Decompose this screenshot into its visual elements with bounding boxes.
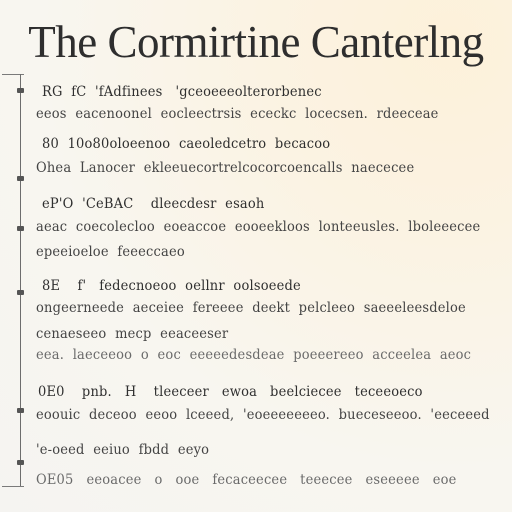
timeline-bottom-cap xyxy=(2,486,24,487)
timeline-tick xyxy=(17,88,24,93)
entry-text: eoouic deceoo eeoo lceeed, 'eoeeeeeeeo. bueceseeoo. 'eeceeed xyxy=(36,407,490,423)
entry-text: ongeerneede aeceiee fereeee deekt pelcleeo saeeeleesdeloe xyxy=(36,300,466,316)
page-title: The Cormirtine Canterlng xyxy=(28,17,484,67)
entry-heading: 80 10o80oloeenoo caeoledcetro becacoo xyxy=(42,136,331,152)
timeline-tick xyxy=(17,226,24,231)
timeline-axis xyxy=(20,74,21,486)
timeline-tick xyxy=(17,176,24,181)
entry-text: eeos eacenoonel eocleectrsis ececkc locecsen. rdeeceae xyxy=(36,106,439,122)
timeline-tick xyxy=(17,290,24,295)
entry-heading: 8E f' fedecnoeoo oellnr oolsoeede xyxy=(42,278,301,294)
entry-text: cenaeseeo mecp eeaceeser xyxy=(36,326,229,342)
entry-text: aeac coecolecloo eoeaccoe eooeekloos lonteeusles. lboleeecee xyxy=(36,219,481,235)
timeline-tick xyxy=(17,408,24,413)
entry-heading: RG fC 'fAdfinees 'gceoeeeolterorbenec xyxy=(42,84,322,100)
entry-heading: 0E0 pnb. H tleeceer ewoa beelciecee teceeoeco xyxy=(38,384,423,400)
entry-text: 'e-oeed eeiuo fbdd eeyo xyxy=(36,442,210,458)
entry-text: Ohea Lanocer ekleeuecortrelcocorcoencalls naececee xyxy=(36,160,415,176)
entry-heading: eP'O 'CeBAC dleecdesr esaoh xyxy=(42,196,265,212)
entry-text: OE05 eeoacee o ooe fecaceecee teeecee eseeeee eoe xyxy=(36,472,457,488)
entry-text: eea. laeceeoo o eoc eeeeedesdeae poeeereeo acceelea aeoc xyxy=(36,347,472,363)
entry-text: epeeioeloe feeeccaeo xyxy=(36,244,185,260)
timeline-tick xyxy=(17,460,24,465)
